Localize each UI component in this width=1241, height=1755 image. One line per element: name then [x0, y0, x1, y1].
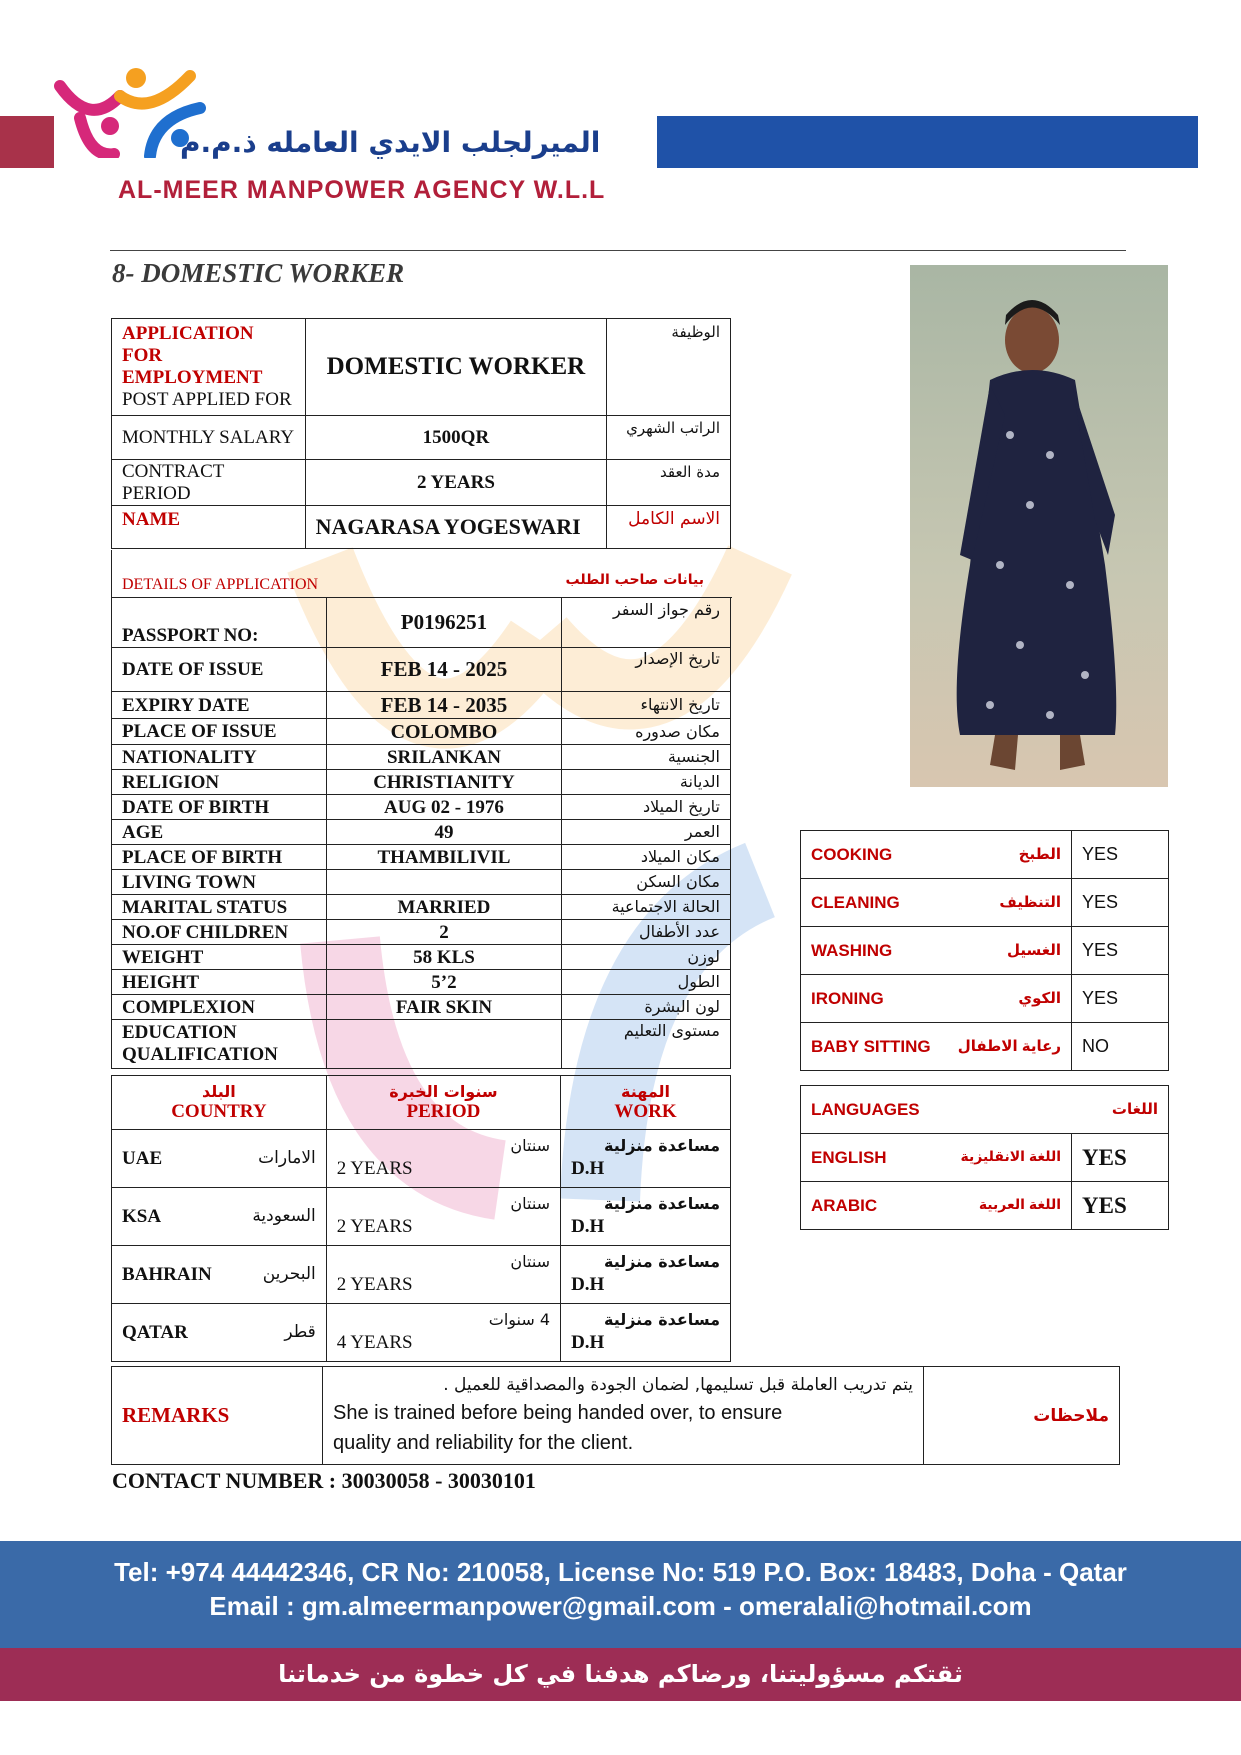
detail-value: 58 KLS	[327, 945, 562, 970]
header-bar-right	[657, 116, 1198, 168]
company-name-english: AL-MEER MANPOWER AGENCY W.L.L	[118, 176, 606, 204]
exp-period-value: 2 YEARS	[336, 1157, 413, 1179]
language-value: YES	[1072, 1134, 1169, 1182]
skills-table	[800, 830, 1169, 1071]
detail-label: QUALIFICATION	[122, 1044, 278, 1065]
detail-label: PLACE OF ISSUE	[112, 719, 327, 745]
language-cell	[801, 1134, 1072, 1182]
skill-row	[801, 831, 1169, 879]
skill-ar: الغسيل	[1006, 941, 1061, 959]
language-row	[801, 1134, 1169, 1182]
skill-value: YES	[1072, 831, 1169, 879]
skill-value: YES	[1072, 927, 1169, 975]
app-label-2: FOR	[122, 345, 163, 367]
exp-work-value: D.H	[571, 1215, 605, 1237]
exp-period-value: 4 YEARS	[336, 1331, 413, 1353]
detail-label: WEIGHT	[112, 945, 327, 970]
detail-label: COMPLEXION	[112, 995, 327, 1020]
exp-period-header	[326, 1076, 560, 1130]
detail-value: FEB 14 - 2025	[327, 648, 562, 692]
skill-name: COOKING	[811, 844, 893, 864]
company-name-arabic: الميرلجلب الايدي العامله ذ.م.م	[180, 126, 601, 159]
detail-value: 2	[327, 920, 562, 945]
detail-ar: الديانة	[561, 770, 730, 795]
exp-period-ar-value: سنتان	[510, 1135, 551, 1155]
salary-label: MONTHLY SALARY	[112, 416, 306, 460]
language-name: ENGLISH	[811, 1147, 887, 1167]
exp-work-value: D.H	[571, 1273, 605, 1295]
applicant-photo	[910, 265, 1168, 787]
detail-value: FEB 14 - 2035	[327, 692, 562, 719]
exp-row	[112, 1130, 731, 1188]
detail-value: AUG 02 - 1976	[327, 795, 562, 820]
language-cell	[801, 1182, 1072, 1230]
detail-label: RELIGION	[112, 770, 327, 795]
exp-country-ar-value: قطر	[284, 1321, 316, 1342]
detail-ar: الجنسية	[561, 745, 730, 770]
exp-period: PERIOD	[406, 1100, 481, 1122]
salary-value: 1500QR	[305, 416, 607, 460]
details-header-row	[111, 550, 732, 598]
detail-label: LIVING TOWN	[112, 870, 327, 895]
skill-row	[801, 1023, 1169, 1071]
language-name: ARABIC	[811, 1195, 878, 1215]
languages-table	[800, 1085, 1169, 1230]
exp-country-cell	[112, 1246, 327, 1304]
language-ar: اللغة العربية	[978, 1195, 1061, 1212]
skill-cell	[801, 879, 1072, 927]
languages-label: LANGUAGES	[811, 1099, 920, 1119]
contract-label: CONTRACT PERIOD	[112, 460, 306, 506]
detail-label: PLACE OF BIRTH	[112, 845, 327, 870]
detail-ar: الطول	[561, 970, 730, 995]
skill-cell	[801, 927, 1072, 975]
post-label: POST APPLIED FOR	[122, 388, 292, 410]
exp-row	[112, 1246, 731, 1304]
skill-ar: الكوي	[1018, 989, 1061, 1007]
detail-ar: تاريخ الانتهاء	[561, 692, 730, 719]
language-ar: اللغة الانقليزية	[960, 1147, 1061, 1164]
exp-country-ar-value: الامارات	[258, 1147, 316, 1168]
exp-work-ar-value: مساعدة منزلية	[603, 1251, 720, 1271]
exp-work-ar-value: مساعدة منزلية	[603, 1309, 720, 1329]
exp-country-value: KSA	[122, 1205, 162, 1227]
exp-work-cell	[561, 1188, 731, 1246]
skill-value: NO	[1072, 1023, 1169, 1071]
detail-ar: مكان السكن	[561, 870, 730, 895]
post-ar: الوظيفة	[607, 319, 731, 416]
detail-label: EXPIRY DATE	[112, 692, 327, 719]
exp-country-cell	[112, 1130, 327, 1188]
exp-period-value: 2 YEARS	[336, 1215, 413, 1237]
exp-work-header	[561, 1076, 731, 1130]
contact-number: CONTACT NUMBER : 30030058 - 30030101	[112, 1468, 536, 1493]
exp-work-cell	[561, 1304, 731, 1362]
exp-row	[112, 1188, 731, 1246]
exp-work-value: D.H	[571, 1157, 605, 1179]
detail-ar: مكان صدوره	[561, 719, 730, 745]
remarks-label-ar: ملاحظات	[924, 1367, 1120, 1465]
skill-ar: الطبخ	[1018, 845, 1061, 863]
detail-value: FAIR SKIN	[327, 995, 562, 1020]
footer-slogan-band	[0, 1648, 1241, 1701]
skill-row	[801, 975, 1169, 1023]
exp-country-value: QATAR	[122, 1321, 188, 1343]
detail-label: DATE OF BIRTH	[112, 795, 327, 820]
footer-contact-band	[0, 1541, 1241, 1648]
exp-period-ar-value: سنتان	[510, 1251, 551, 1271]
detail-label: PASSPORT NO:	[112, 598, 327, 648]
details-label: DETAILS OF APPLICATION	[122, 576, 319, 593]
languages-label-ar: اللغات	[1111, 1100, 1158, 1118]
detail-ar: عدد الأطفال	[561, 920, 730, 945]
detail-value	[327, 870, 562, 895]
detail-label: DATE OF ISSUE	[112, 648, 327, 692]
skill-cell	[801, 831, 1072, 879]
detail-value: THAMBILIVIL	[327, 845, 562, 870]
education-label-cell	[112, 1020, 327, 1069]
remarks-table	[111, 1366, 1120, 1465]
languages-header	[801, 1086, 1169, 1134]
exp-row	[112, 1304, 731, 1362]
detail-label: HEIGHT	[112, 970, 327, 995]
exp-period-cell	[326, 1130, 560, 1188]
detail-label: MARITAL STATUS	[112, 895, 327, 920]
exp-period-ar-value: سنتان	[510, 1193, 551, 1213]
detail-value: SRILANKAN	[327, 745, 562, 770]
exp-work-value: D.H	[571, 1331, 605, 1353]
experience-table	[111, 1075, 731, 1362]
detail-label: NATIONALITY	[112, 745, 327, 770]
details-ar: بيانات صاحب الطلب	[565, 572, 704, 588]
detail-label: EDUCATION	[122, 1022, 237, 1044]
header-bar-left	[0, 116, 54, 168]
detail-value: CHRISTIANITY	[327, 770, 562, 795]
exp-period-cell	[326, 1188, 560, 1246]
detail-ar: لوزن	[561, 945, 730, 970]
exp-period-ar: سنوات الخبرة	[389, 1081, 498, 1101]
remarks-label: REMARKS	[112, 1367, 323, 1465]
language-value: YES	[1072, 1182, 1169, 1230]
contract-ar: مدة العقد	[607, 460, 731, 506]
exp-work-cell	[561, 1246, 731, 1304]
header-divider	[110, 250, 1126, 251]
exp-country-header	[112, 1076, 327, 1130]
skill-name: IRONING	[811, 988, 884, 1008]
remarks-en-line-2: quality and reliability for the client.	[333, 1432, 634, 1455]
skill-row	[801, 879, 1169, 927]
name-label: NAME	[112, 506, 306, 549]
footer-line-2: Email : gm.almeermanpower@gmail.com - omeralali@hotmail.com	[209, 1591, 1032, 1621]
remarks-en-line-1: She is trained before being handed over, to ensure	[333, 1402, 783, 1425]
language-row	[801, 1182, 1169, 1230]
name-ar: الاسم الكامل	[607, 506, 731, 549]
app-label-3: EMPLOYMENT	[122, 367, 263, 388]
post-label-cell	[112, 319, 306, 416]
detail-value: 49	[327, 820, 562, 845]
detail-ar: مستوى التعليم	[561, 1020, 730, 1069]
personal-details-table	[111, 597, 731, 1069]
exp-period-cell	[326, 1246, 560, 1304]
skill-row	[801, 927, 1169, 975]
app-label-1: APPLICATION	[122, 323, 254, 345]
exp-period-ar-value: 4 سنوات	[488, 1309, 551, 1329]
exp-work-ar-value: مساعدة منزلية	[603, 1135, 720, 1155]
remarks-ar-text: يتم تدريب العاملة قبل تسليمها, لضمان الجودة والمصداقية للعميل .	[443, 1374, 913, 1395]
exp-period-cell	[326, 1304, 560, 1362]
footer-line-1: Tel: +974 44442346, CR No: 210058, License No: 519 P.O. Box: 18483, Doha - Qatar	[114, 1557, 1127, 1587]
detail-value: P0196251	[327, 598, 562, 648]
skill-name: WASHING	[811, 940, 893, 960]
detail-ar: الحالة الاجتماعية	[561, 895, 730, 920]
skill-value: YES	[1072, 975, 1169, 1023]
exp-country-cell	[112, 1188, 327, 1246]
detail-ar: رقم جواز السفر	[561, 598, 730, 648]
skill-value: YES	[1072, 879, 1169, 927]
exp-work-ar: المهنة	[621, 1081, 671, 1101]
skill-ar: التنظيف	[999, 893, 1061, 911]
detail-value	[327, 1020, 562, 1069]
detail-value: MARRIED	[327, 895, 562, 920]
footer-slogan: ثقتكم مسؤوليتنا، ورضاكم هدفنا في كل خطوة من خدماتنا	[278, 1660, 963, 1688]
detail-value: 5’2	[327, 970, 562, 995]
detail-label: AGE	[112, 820, 327, 845]
exp-work-cell	[561, 1130, 731, 1188]
exp-country-ar: البلد	[201, 1081, 236, 1101]
section-title: 8- DOMESTIC WORKER	[112, 258, 405, 288]
exp-work-ar-value: مساعدة منزلية	[603, 1193, 720, 1213]
detail-ar: تاريخ الإصدار	[561, 648, 730, 692]
detail-ar: تاريخ الميلاد	[561, 795, 730, 820]
exp-work: WORK	[614, 1100, 677, 1122]
detail-value: COLOMBO	[327, 719, 562, 745]
exp-country-cell	[112, 1304, 327, 1362]
skill-name: BABY SITTING	[811, 1036, 931, 1056]
name-value: NAGARASA YOGESWARI	[305, 506, 607, 549]
detail-ar: العمر	[561, 820, 730, 845]
exp-period-value: 2 YEARS	[336, 1273, 413, 1295]
salary-ar: الراتب الشهري	[607, 416, 731, 460]
post-value: DOMESTIC WORKER	[305, 319, 607, 416]
detail-ar: مكان الميلاد	[561, 845, 730, 870]
skill-name: CLEANING	[811, 892, 900, 912]
applicant-photo-image	[910, 265, 1168, 787]
exp-country-ar-value: السعودية	[252, 1205, 316, 1226]
skill-ar: رعاية الاطفال	[957, 1037, 1061, 1055]
exp-country: COUNTRY	[171, 1100, 267, 1122]
exp-country-value: BAHRAIN	[122, 1263, 212, 1285]
skill-cell	[801, 975, 1072, 1023]
contract-value: 2 YEARS	[305, 460, 607, 506]
remarks-content	[323, 1367, 924, 1465]
exp-country-value: UAE	[122, 1147, 163, 1169]
application-table	[111, 318, 731, 549]
skill-cell	[801, 1023, 1072, 1071]
detail-label: NO.OF CHILDREN	[112, 920, 327, 945]
detail-ar: لون البشرة	[561, 995, 730, 1020]
exp-country-ar-value: البحرين	[262, 1263, 316, 1284]
